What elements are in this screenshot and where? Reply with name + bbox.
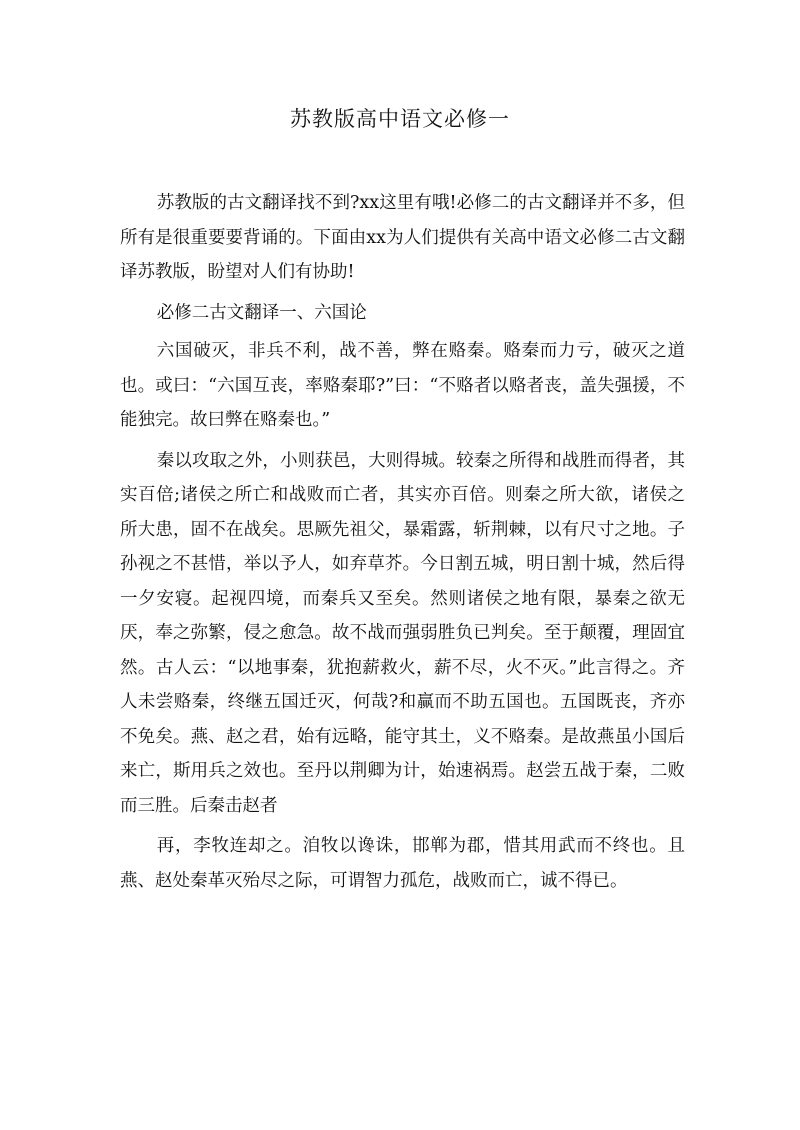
section-heading: 必修二古文翻译一、六国论 (156, 302, 367, 323)
intro-paragraph: 苏教版的古文翻译找不到?xx这里有哦!必修二的古文翻译并不多，但所有是很重要要背诵的。下面由xx为人们提供有关高中语文必修二古文翻译苏教版，盼望对人们有协助! (120, 193, 685, 282)
text-paragraph: 再，李牧连却之。洎牧以谗诛，邯郸为郡，惜其用武而不终也。且燕、赵处秦革灭殆尽之际，可谓智力孤危，战败而亡，诚不得已。 (120, 836, 685, 891)
text-paragraph: 六国破灭，非兵不利，战不善，弊在赂秦。赂秦而力亏，破灭之道也。或曰：“六国互丧，率赂秦耶?”曰：“不赂者以赂者丧，盖失强援，不能独完。故曰弊在赂秦也。” (120, 341, 685, 430)
document-body (120, 186, 685, 904)
text-paragraph: 秦以攻取之外，小则获邑，大则得城。较秦之所得和战胜而得者，其实百倍;诸侯之所亡和战败而亡者，其实亦百倍。则秦之所大欲，诸侯之所大患，固不在战矣。思厥先祖父，暴霜露，斩荆棘，以有尺寸之地。子孙视之不甚惜，举以予人，如弃草芥。今日割五城，明日割十城，然后得一夕安寝。起视四境，而秦兵又至矣。然则诸侯之地有限，暴秦之欲无厌，奉之弥繁，侵之愈急。故不战而强弱胜负已判矣。至于颠覆，理固宜然。古人云：“以地事秦，犹抱薪救火，薪不尽，火不灭。”此言得之。齐人未尝赂秦，终继五国迁灭，何哉?和赢而不助五国也。五国既丧，齐亦不免矣。燕、赵之君，始有远略，能守其土，义不赂秦。是故燕虽小国后来亡，斯用兵之效也。至丹以荆卿为计，始速祸焉。赵尝五战于秦，二败而三胜。后秦击赵者 (120, 450, 685, 816)
document-title: 苏教版高中语文必修一 (290, 107, 510, 131)
